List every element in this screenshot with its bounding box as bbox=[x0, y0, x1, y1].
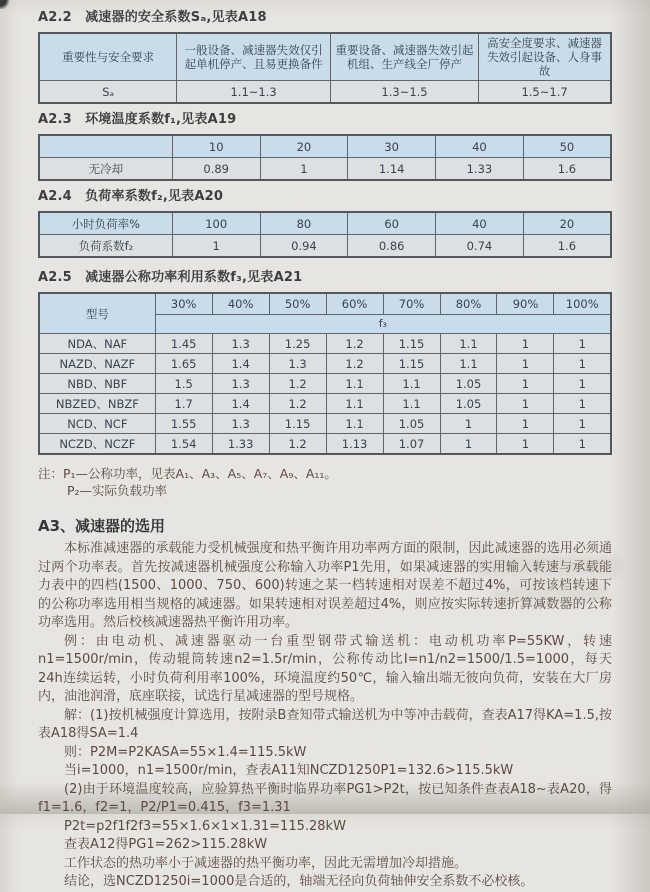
table-cell: 1.1 bbox=[326, 394, 383, 414]
paragraph: 当i=1000，n1=1500r/min，查表A11知NCZD1250P1=132.6>115.5kW bbox=[64, 763, 514, 778]
column-header: 重要性与安全要求 bbox=[39, 33, 177, 81]
column-header-model: 型号 bbox=[39, 293, 155, 334]
table-cell: 1.5~1.7 bbox=[479, 81, 611, 104]
table-cell: 1.6 bbox=[523, 158, 611, 181]
column-header: 高安全度要求、减速器失效引起设备、人身事故 bbox=[479, 33, 611, 81]
column-header: 30% bbox=[155, 293, 212, 315]
table-row bbox=[39, 374, 611, 394]
table-cell: 1.15 bbox=[269, 414, 326, 434]
paragraph: (2)由于环境温度较高，应验算热平衡时临界功率PG1>P2t，按已知条件查表A18~表A20，得f1=1.6，f2=1，P2/P1=0.415，f3=1.31 bbox=[38, 781, 612, 815]
table-cell: 1 bbox=[497, 374, 554, 394]
table-cell: 1.14 bbox=[348, 158, 436, 181]
table-cell: 1.3 bbox=[269, 354, 326, 374]
note-line-2: P₂—实际负载功率 bbox=[67, 483, 168, 498]
table-cell: 1.2 bbox=[269, 434, 326, 455]
paragraph: 则：P2M=P2KASA=55×1.4=115.5kW bbox=[64, 744, 307, 760]
table-cell: 1 bbox=[554, 434, 611, 455]
table-header-row bbox=[39, 135, 611, 158]
table-cell: 1 bbox=[554, 354, 611, 374]
column-header bbox=[39, 135, 172, 158]
table-cell: 1.33 bbox=[436, 158, 524, 181]
table-cell: 1.2 bbox=[269, 374, 326, 394]
temperature-factor-table-a19 bbox=[38, 134, 612, 181]
table-cell: 1.7 bbox=[155, 394, 212, 414]
table-cell: 1.05 bbox=[440, 374, 497, 394]
column-header: 重要设备、减速器失效引起机组、生产线全厂停产 bbox=[330, 33, 478, 81]
table-cell: 1.2 bbox=[326, 354, 383, 374]
safety-factor-table-a18 bbox=[38, 32, 612, 104]
table-notes bbox=[38, 465, 612, 499]
row-label: NAZD、NAZF bbox=[39, 354, 155, 374]
table-cell: 1.55 bbox=[155, 414, 212, 434]
table-cell: 1.4 bbox=[212, 354, 269, 374]
table-cell: 1.05 bbox=[440, 394, 497, 414]
f3-subheader: f₃ bbox=[155, 315, 611, 334]
column-header: 60 bbox=[348, 212, 436, 235]
row-label: 负荷系数f₂ bbox=[39, 235, 172, 258]
table-cell: 1 bbox=[497, 334, 554, 354]
note-line-1: 注：P₁—公称功率，见表A₁、A₃、A₅、A₇、A₉、A₁₁。 bbox=[38, 466, 337, 481]
table-cell: 1.1~1.3 bbox=[177, 81, 331, 104]
table-header-row bbox=[39, 33, 611, 81]
section-title-a23: A2.3 环境温度系数f₁,见表A19 bbox=[38, 112, 237, 127]
column-header: 20 bbox=[523, 212, 611, 235]
table-cell: 1 bbox=[260, 158, 348, 181]
table-cell: 1.5 bbox=[155, 374, 212, 394]
section-title-a22: A2.2 减速器的安全系数Sₐ,见表A18 bbox=[38, 10, 267, 25]
table-cell: 1 bbox=[440, 414, 497, 434]
column-header: 20 bbox=[260, 135, 348, 158]
paragraph: 工作状态的热功率小于减速器的热平衡功率，因此无需增加冷却措施。 bbox=[64, 855, 468, 871]
table-cell: 1.3 bbox=[212, 374, 269, 394]
table-cell: 1.3~1.5 bbox=[330, 81, 478, 104]
table-cell: 1.07 bbox=[383, 434, 440, 455]
paragraph: 解：(1)按机械强度计算选用，按附录B查知带式输送机为中等冲击载荷，查表A17得KA=1.5,按表A18得SA=1.4 bbox=[38, 707, 612, 741]
table-cell: 1.54 bbox=[155, 434, 212, 455]
column-header: 60% bbox=[326, 293, 383, 315]
table-cell: 1 bbox=[554, 374, 611, 394]
table-cell: 1.15 bbox=[383, 334, 440, 354]
table-row bbox=[39, 354, 611, 374]
table-cell: 1.4 bbox=[212, 394, 269, 414]
table-cell: 1 bbox=[554, 414, 611, 434]
row-label: NBD、NBF bbox=[39, 374, 155, 394]
table-cell: 0.86 bbox=[348, 235, 436, 258]
table-row bbox=[39, 394, 611, 414]
table-cell: 1.33 bbox=[212, 434, 269, 455]
row-label: NCZD、NCZF bbox=[39, 434, 155, 455]
table-row bbox=[39, 334, 611, 354]
table-cell: 1.1 bbox=[326, 374, 383, 394]
table-cell: 1 bbox=[497, 394, 554, 414]
table-cell: 1.6 bbox=[523, 235, 611, 258]
column-header: 一般设备、减速器失效仅引起单机停产、且易更换备件 bbox=[177, 33, 331, 81]
row-label: NBZED、NBZF bbox=[39, 394, 155, 414]
column-header: 70% bbox=[383, 293, 440, 315]
table-cell: 1 bbox=[497, 434, 554, 455]
section-title-a25: A2.5 减速器公称功率利用系数f₃,见表A21 bbox=[38, 270, 303, 285]
table-cell: 1 bbox=[554, 394, 611, 414]
column-header: 50% bbox=[269, 293, 326, 315]
table-cell: 0.74 bbox=[436, 235, 524, 258]
table-cell: 0.89 bbox=[172, 158, 260, 181]
table-cell: 0.94 bbox=[260, 235, 348, 258]
column-header: 100% bbox=[554, 293, 611, 315]
table-cell: 1.15 bbox=[383, 354, 440, 374]
a3-body-text bbox=[38, 540, 612, 892]
table-cell: 1.1 bbox=[383, 394, 440, 414]
table-cell: 1 bbox=[497, 354, 554, 374]
column-header: 40 bbox=[436, 135, 524, 158]
column-header: 100 bbox=[172, 212, 260, 235]
paragraph: 本标准减速器的承载能力受机械强度和热平衡许用功率两方面的限制，因此减速器的选用必须通过两个功率表。首先按减速器机械强度公称输入功率P1先用，如果减速器的实用输入转速与承载能力表中的四档(1500、1000、750、600)转速之某一档转速相对误差不超过4%，可按该档转速下的公称功率选用相当规格的减速器。如果转速相对误差超过4%，则应按实际转速折算减数器的公称功率选用。然后校核减速器热平衡许用功率。 bbox=[38, 541, 612, 630]
table-cell: 1.1 bbox=[440, 334, 497, 354]
table-row bbox=[39, 158, 611, 181]
table-cell: 1.65 bbox=[155, 354, 212, 374]
table-cell: 1.13 bbox=[326, 434, 383, 455]
paragraph: 结论，选NCZD1250i=1000是合适的，轴端无径向负荷轴伸安全系数不必校核。 bbox=[64, 874, 534, 889]
column-header: 40% bbox=[212, 293, 269, 315]
table-cell: 1.1 bbox=[326, 414, 383, 434]
table-row bbox=[39, 81, 611, 104]
column-header: 50 bbox=[523, 135, 611, 158]
table-cell: 1 bbox=[172, 235, 260, 258]
table-cell: 1.1 bbox=[440, 354, 497, 374]
row-label: 无冷却 bbox=[39, 158, 172, 181]
table-header-row bbox=[39, 212, 611, 235]
load-factor-table-a20 bbox=[38, 211, 612, 258]
section-heading-a3: A3、减速器的选用 bbox=[38, 517, 166, 535]
paragraph: 查表A12得PG1=262>115.28kW bbox=[64, 837, 268, 852]
table-header-row bbox=[39, 293, 611, 315]
table-cell: 1.3 bbox=[212, 414, 269, 434]
power-utilization-table-a21 bbox=[38, 292, 612, 455]
column-header: 10 bbox=[172, 135, 260, 158]
table-cell: 1 bbox=[440, 434, 497, 455]
table-cell: 1 bbox=[497, 414, 554, 434]
column-header: 小时负荷率% bbox=[39, 212, 172, 235]
column-header: 90% bbox=[497, 293, 554, 315]
column-header: 40 bbox=[436, 212, 524, 235]
row-label: Sₐ bbox=[39, 81, 177, 104]
table-cell: 1 bbox=[554, 334, 611, 354]
row-label: NDA、NAF bbox=[39, 334, 155, 354]
table-cell: 1.25 bbox=[269, 334, 326, 354]
section-title-a24: A2.4 负荷率系数f₂,见表A20 bbox=[38, 189, 224, 204]
paragraph: 例：由电动机、减速器驱动一台重型钢带式输送机：电动机功率P=55KW，转速n1=1500r/min，传动辊筒转速n2=1.5r/min，公称传动比I=n1/n2=1500/1.5=1000，每天24h连续运转，小时负荷利用率100%，环境温度约50℃，输入输出端无彼向负荷，安装在大厂房内，油池润滑，底座联接，试选行星减速器的型号规格。 bbox=[38, 633, 612, 704]
paragraph: P2t=p2f1f2f3=55×1.6×1×1.31=115.28kW bbox=[64, 818, 346, 834]
table-cell: 1.2 bbox=[269, 394, 326, 414]
table-cell: 1.1 bbox=[383, 374, 440, 394]
row-label: NCD、NCF bbox=[39, 414, 155, 434]
table-cell: 1.3 bbox=[212, 334, 269, 354]
table-row bbox=[39, 235, 611, 258]
table-row bbox=[39, 414, 611, 434]
column-header: 80 bbox=[260, 212, 348, 235]
column-header: 80% bbox=[440, 293, 497, 315]
table-row bbox=[39, 434, 611, 455]
table-cell: 1.45 bbox=[155, 334, 212, 354]
table-cell: 1.05 bbox=[383, 414, 440, 434]
table-cell: 1.2 bbox=[326, 334, 383, 354]
column-header: 30 bbox=[348, 135, 436, 158]
